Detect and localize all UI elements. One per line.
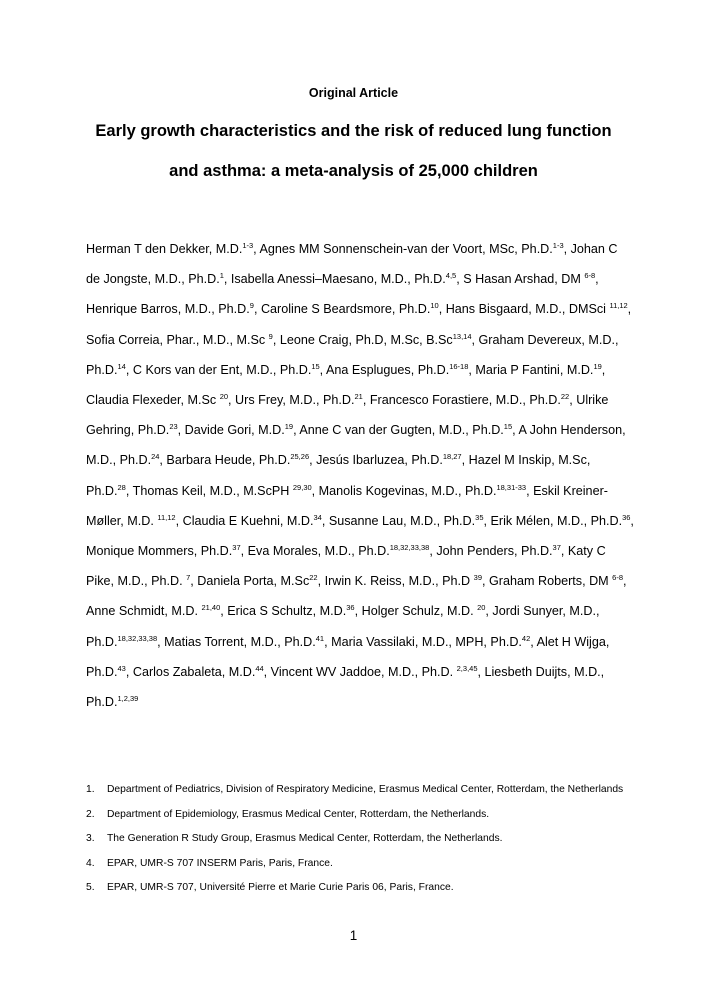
author-separator: , xyxy=(159,453,167,468)
author-entry xyxy=(86,242,259,256)
author-affiliation-ref: 42 xyxy=(521,633,531,643)
author-separator: , xyxy=(569,393,577,408)
author-entry xyxy=(185,423,300,437)
affiliation-number: 2. xyxy=(86,808,95,820)
author-entry xyxy=(331,635,536,649)
author-name: Ulrike Gehring, Ph.D. xyxy=(86,393,609,438)
affiliation-text: Department of Epidemiology, Erasmus Medical Center, Rotterdam, the Netherlands. xyxy=(107,808,490,820)
author-entry xyxy=(489,574,627,588)
author-separator: , xyxy=(471,332,479,347)
author-name: Isabella Anessi–Maesano, M.D., Ph.D. xyxy=(230,272,446,287)
author-name: Barbara Heude, Ph.D. xyxy=(166,453,291,468)
author-name: S Hasan Arshad, DM xyxy=(463,272,585,287)
author-name: Erik Mélen, M.D., Ph.D. xyxy=(490,513,623,528)
author-entry xyxy=(86,544,248,558)
author-name: Agnes MM Sonnenschein-van der Voort, MSc, Ph.D. xyxy=(259,242,553,256)
article-type-label: Original Article xyxy=(308,86,399,100)
author-name: John Penders, Ph.D. xyxy=(436,544,553,559)
author-affiliation-ref: 21 xyxy=(354,392,363,402)
author-separator: , xyxy=(125,664,133,679)
author-separator: , xyxy=(324,634,332,649)
affiliation-item xyxy=(86,852,626,877)
author-affiliation-ref: 18,32,33,38 xyxy=(389,543,430,553)
author-affiliation-ref: 19 xyxy=(284,422,294,432)
author-affiliation-ref: 11,12 xyxy=(157,512,176,522)
author-affiliation-ref: 44 xyxy=(255,663,264,673)
author-separator: , xyxy=(293,423,300,438)
author-entry xyxy=(316,453,468,467)
author-entry xyxy=(271,665,485,679)
author-affiliation-ref: 20 xyxy=(477,603,486,613)
author-name: Susanne Lau, M.D., Ph.D. xyxy=(328,513,476,528)
affiliation-item xyxy=(86,803,626,828)
author-name: Johan C de Jongste, M.D., Ph.D. xyxy=(86,242,618,287)
author-affiliation-ref: 4,5 xyxy=(445,271,457,281)
author-entry xyxy=(86,333,280,347)
author-separator: , xyxy=(595,272,599,287)
author-separator: , xyxy=(630,513,634,528)
author-separator: , xyxy=(485,604,493,619)
author-name: Anne Schmidt, M.D. xyxy=(86,604,202,619)
author-affiliation-ref: 13,14 xyxy=(452,331,472,341)
author-name: C Kors van der Ent, M.D., Ph.D. xyxy=(132,362,312,377)
author-separator: , xyxy=(601,362,606,377)
author-affiliation-ref: 25,26 xyxy=(290,452,310,462)
author-separator: , xyxy=(482,574,489,589)
author-name: Thomas Keil, M.D., M.ScPH xyxy=(132,483,293,498)
author-name: Caroline S Beardsmore, Ph.D. xyxy=(260,302,431,317)
author-affiliation-ref: 1,2,39 xyxy=(117,694,139,704)
author-entry xyxy=(166,453,316,467)
author-name: Francesco Forastiere, M.D., Ph.D. xyxy=(369,393,561,408)
author-entry xyxy=(463,272,598,286)
author-separator: , xyxy=(468,362,476,377)
author-entry xyxy=(133,665,271,679)
author-entry xyxy=(235,393,370,407)
author-entry xyxy=(86,302,261,316)
author-separator: , xyxy=(190,574,198,589)
author-separator: , xyxy=(311,483,319,498)
author-name: Carlos Zabaleta, M.D. xyxy=(132,664,256,679)
author-name: Matias Torrent, M.D., Ph.D. xyxy=(164,634,316,649)
author-separator: , xyxy=(157,634,165,649)
author-name: Ana Esplugues, Ph.D. xyxy=(325,362,450,377)
author-separator: , xyxy=(263,664,271,679)
author-entry xyxy=(133,363,326,377)
affiliation-item xyxy=(86,827,626,852)
author-entry xyxy=(86,604,227,618)
author-name: Leone Craig, Ph.D, M.Sc, B.Sc xyxy=(279,332,453,347)
author-entry xyxy=(475,363,605,377)
author-name: Sofia Correia, Phar., M.D., M.Sc xyxy=(86,332,269,347)
author-affiliation-ref: 1 xyxy=(219,271,224,281)
author-separator: , xyxy=(309,453,317,468)
author-affiliation-ref: 22 xyxy=(309,573,318,583)
author-affiliation-ref: 34 xyxy=(313,512,322,522)
author-affiliation-ref: 39 xyxy=(473,573,482,583)
author-separator: , xyxy=(429,544,437,559)
affiliation-number: 1. xyxy=(86,784,95,795)
author-affiliation-ref: 18,31-33 xyxy=(496,482,527,492)
affiliation-number: 5. xyxy=(86,882,95,894)
author-name: Hazel M Inskip, M.Sc, Ph.D. xyxy=(86,453,591,498)
author-separator: , xyxy=(125,483,133,498)
author-separator: , xyxy=(530,634,537,649)
author-name: A John Henderson, M.D., Ph.D. xyxy=(86,423,626,468)
author-affiliation-ref: 22 xyxy=(560,392,570,402)
author-entry xyxy=(325,574,489,588)
author-affiliation-ref: 36 xyxy=(622,512,631,522)
author-name: Anne C van der Gugten, M.D., Ph.D. xyxy=(299,423,504,438)
author-name: Erica S Schultz, M.D. xyxy=(227,604,347,619)
author-name: Jordi Sunyer, M.D., Ph.D. xyxy=(86,604,600,649)
author-separator: , xyxy=(560,544,568,559)
affiliation-text: EPAR, UMR-S 707 INSERM Paris, Paris, France. xyxy=(107,857,333,869)
author-name: Eva Morales, M.D., Ph.D. xyxy=(247,544,390,559)
author-entry xyxy=(436,544,568,558)
author-separator: , xyxy=(512,423,519,438)
author-affiliation-ref: 18,32,33,38 xyxy=(117,633,158,643)
author-entry xyxy=(197,574,324,588)
author-name: Davide Gori, M.D. xyxy=(184,423,285,438)
author-affiliation-ref: 28 xyxy=(117,482,126,492)
author-affiliation-ref: 21,40 xyxy=(201,603,221,613)
author-affiliation-ref: 18,27 xyxy=(442,452,462,462)
author-separator: , xyxy=(223,272,231,287)
author-entry xyxy=(362,604,493,618)
author-entry xyxy=(319,484,533,498)
author-name: Graham Devereux, M.D., Ph.D. xyxy=(86,332,619,377)
author-affiliation-ref: 14 xyxy=(117,361,126,371)
author-affiliation-ref: 35 xyxy=(475,512,484,522)
author-separator: , xyxy=(253,242,260,256)
affiliation-list xyxy=(86,778,626,901)
author-name: Alet H Wijga, Ph.D. xyxy=(86,634,610,679)
author-separator: , xyxy=(253,302,261,317)
author-entry xyxy=(86,393,235,407)
author-separator: , xyxy=(240,544,248,559)
author-affiliation-ref: 43 xyxy=(117,663,126,673)
author-name: Urs Frey, M.D., Ph.D. xyxy=(235,393,355,408)
author-name: Irwin K. Reiss, M.D., Ph.D xyxy=(324,574,474,589)
author-affiliation-ref: 15 xyxy=(503,422,513,432)
author-name: Daniela Porta, M.Sc xyxy=(197,574,310,589)
author-entry xyxy=(133,484,319,498)
author-separator: , xyxy=(362,393,370,408)
author-name: Maria Vassilaki, M.D., MPH, Ph.D. xyxy=(331,634,522,649)
author-entry xyxy=(261,302,446,316)
author-affiliation-ref: 15 xyxy=(311,361,320,371)
author-separator: , xyxy=(563,242,571,256)
author-name: Hans Bisgaard, M.D., DMSci xyxy=(445,302,610,317)
author-name: Holger Schulz, M.D. xyxy=(361,604,478,619)
author-entry xyxy=(280,333,479,347)
author-entry xyxy=(227,604,361,618)
author-separator: , xyxy=(483,513,491,528)
author-affiliation-ref: 10 xyxy=(430,301,439,311)
author-name: Herman T den Dekker, M.D. xyxy=(86,242,243,256)
author-affiliation-ref: 37 xyxy=(232,543,241,553)
author-separator: , xyxy=(321,513,329,528)
author-separator: , xyxy=(220,604,228,619)
author-name: Liesbeth Duijts, M.D., Ph.D. xyxy=(86,664,605,710)
author-name: Eskil Kreiner-Møller, M.D. xyxy=(86,483,608,528)
author-separator: , xyxy=(317,574,325,589)
author-name: Katy C Pike, M.D., Ph.D. xyxy=(86,544,606,589)
author-affiliation-ref: 36 xyxy=(346,603,355,613)
affiliation-item xyxy=(86,778,626,803)
author-entry xyxy=(259,242,570,256)
affiliation-number: 3. xyxy=(86,833,95,845)
author-name: Claudia Flexeder, M.Sc xyxy=(86,393,220,408)
author-separator: , xyxy=(623,574,627,589)
author-affiliation-ref: 9 xyxy=(268,331,273,341)
author-affiliation-ref: 16-18 xyxy=(449,361,469,371)
author-affiliation-ref: 1-3 xyxy=(552,241,564,250)
affiliation-number: 4. xyxy=(86,857,95,869)
affiliation-item xyxy=(86,876,626,901)
author-separator: , xyxy=(125,362,133,377)
author-entry xyxy=(329,514,491,528)
author-affiliation-ref: 7 xyxy=(186,573,191,583)
author-name: Vincent WV Jaddoe, M.D., Ph.D. xyxy=(270,664,457,679)
article-title-line-1: Early growth characteristics and the risk of reduced lung function xyxy=(95,122,612,140)
author-affiliation-ref: 19 xyxy=(593,361,602,371)
author-separator: , xyxy=(526,483,534,498)
author-affiliation-ref: 6-8 xyxy=(612,573,624,583)
author-list xyxy=(86,234,634,717)
author-name: Manolis Kogevinas, M.D., Ph.D. xyxy=(318,483,497,498)
author-entry xyxy=(183,514,329,528)
author-name: Graham Roberts, DM xyxy=(489,574,613,589)
affiliation-text: Department of Pediatrics, Division of Respiratory Medicine, Erasmus Medical Center, Rotterdam, the Netherlands xyxy=(107,784,624,795)
author-name: Claudia E Kuehni, M.D. xyxy=(182,513,314,528)
author-separator: , xyxy=(477,664,485,679)
author-entry xyxy=(326,363,475,377)
author-separator: , xyxy=(354,604,362,619)
affiliation-text: EPAR, UMR-S 707, Université Pierre et Marie Curie Paris 06, Paris, France. xyxy=(107,882,454,894)
author-affiliation-ref: 41 xyxy=(315,633,325,643)
author-separator: , xyxy=(438,302,446,317)
author-affiliation-ref: 2,3,45 xyxy=(456,663,478,673)
author-entry xyxy=(491,514,634,528)
article-title-line-2: and asthma: a meta-analysis of 25,000 children xyxy=(169,162,538,180)
author-separator: , xyxy=(461,453,469,468)
author-affiliation-ref: 37 xyxy=(552,543,561,553)
author-name: Monique Mommers, Ph.D. xyxy=(86,544,233,559)
author-separator: , xyxy=(228,393,236,408)
author-entry xyxy=(231,272,463,286)
author-affiliation-ref: 1-3 xyxy=(242,241,254,250)
author-entry xyxy=(446,302,631,316)
author-entry xyxy=(299,423,518,437)
author-separator: , xyxy=(177,423,185,438)
author-affiliation-ref: 9 xyxy=(249,301,254,311)
author-affiliation-ref: 29,30 xyxy=(292,482,312,492)
author-separator: , xyxy=(175,513,183,528)
author-separator: , xyxy=(627,302,632,317)
author-name: Maria P Fantini, M.D. xyxy=(475,362,594,377)
author-affiliation-ref: 24 xyxy=(151,452,160,462)
author-entry xyxy=(370,393,576,407)
author-separator: , xyxy=(456,272,464,287)
author-entry xyxy=(164,635,331,649)
author-entry xyxy=(248,544,437,558)
author-name: Henrique Barros, M.D., Ph.D. xyxy=(86,302,250,317)
author-name: Jesús Ibarluzea, Ph.D. xyxy=(316,453,443,468)
author-affiliation-ref: 11,12 xyxy=(609,301,628,311)
author-affiliation-ref: 23 xyxy=(169,422,178,432)
author-separator: , xyxy=(319,362,326,377)
author-separator: , xyxy=(272,332,280,347)
affiliation-text: The Generation R Study Group, Erasmus Medical Center, Rotterdam, the Netherlands. xyxy=(107,833,503,845)
page-number: 1 xyxy=(349,928,358,943)
author-affiliation-ref: 20 xyxy=(219,392,229,402)
author-affiliation-ref: 6-8 xyxy=(584,271,596,281)
